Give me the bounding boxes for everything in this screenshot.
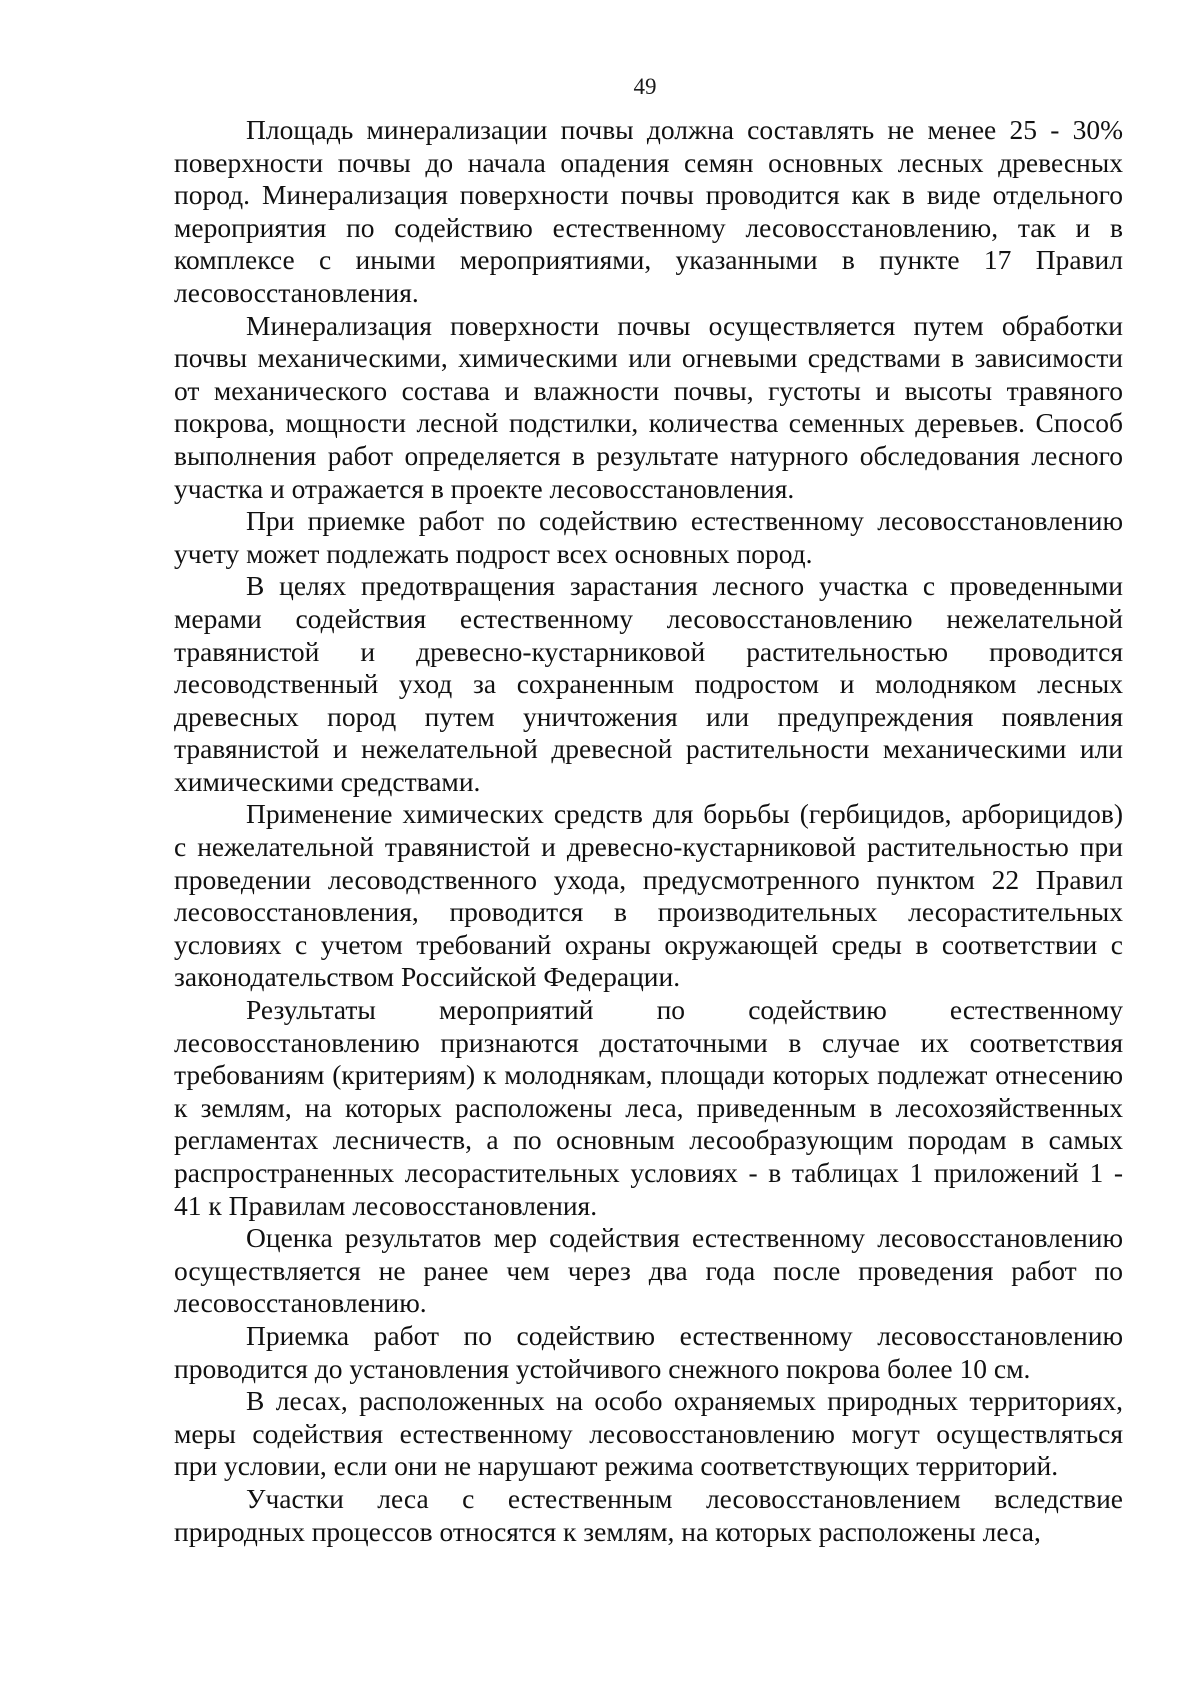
page-number: 49 [633,74,657,99]
paragraph: Площадь минерализации почвы должна составлять не менее 25 - 30% поверхности почвы до начала опадения семян основных лесных древесных пород. Минерализация поверхности почвы проводится как в виде отдельного мероприятия по содействию естественному лесовосстановлению, так и в комплексе с иными мероприятиями, указанными в пункте 17 Правил лесовосстановления. [174,114,1123,308]
paragraph: В целях предотвращения зарастания лесного участка с проведенными мерами содействия естественному лесовосстановлению нежелательной травянистой и древесно-кустарниковой растительностью проводится лесоводственный уход за сохраненным подростом и молодняком лесных древесных пород путем уничтожения или предупреждения появления травянистой и нежелательной древесной растительности механическими или химическими средствами. [174,570,1123,797]
paragraph: Оценка результатов мер содействия естественному лесовосстановлению осуществляется не ранее чем через два года после проведения работ по лесовосстановлению. [174,1222,1123,1319]
paragraph: В лесах, расположенных на особо охраняемых природных территориях, меры содействия естественному лесовосстановлению могут осуществляться при условии, если они не нарушают режима соответствующих территорий. [174,1385,1123,1482]
paragraph: Минерализация поверхности почвы осуществляется путем обработки почвы механическими, химическими или огневыми средствами в зависимости от механического состава и влажности почвы, густоты и высоты травяного покрова, мощности лесной подстилки, количества семенных деревьев. Способ выполнения работ определяется в результате натурного обследования лесного участка и отражается в проекте лесовосстановления. [174,309,1123,504]
paragraph: Применение химических средств для борьбы (гербицидов, арборицидов) с нежелательной травянистой и древесно-кустарниковой растительностью при проведении лесоводственного ухода, предусмотренного пунктом 22 Правил лесовосстановления, проводится в производительных лесорастительных условиях с учетом требований охраны окружающей среды в соответствии с законодательством Российской Федерации. [174,798,1123,993]
document-body [174,114,1123,1548]
paragraph: Участки леса с естественным лесовосстановлением вследствие природных процессов относятся к землям, на которых расположены леса, [174,1482,1123,1547]
paragraph: Приемка работ по содействию естественному лесовосстановлению проводится до установления устойчивого снежного покрова более 10 см. [174,1319,1123,1384]
paragraph: При приемке работ по содействию естественному лесовосстановлению учету может подлежать подрост всех основных пород. [174,505,1123,569]
paragraph: Результаты мероприятий по содействию естественному лесовосстановлению признаются достаточными в случае их соответствия требованиям (критериям) к молоднякам, площади которых подлежат отнесению к землям, на которых расположены леса, приведенным в лесохозяйственных регламентах лесничеств, а по основным лесообразующим породам в самых распространенных лесорастительных условиях - в таблицах 1 приложений 1 - 41 к Правилам лесовосстановления. [174,994,1123,1221]
